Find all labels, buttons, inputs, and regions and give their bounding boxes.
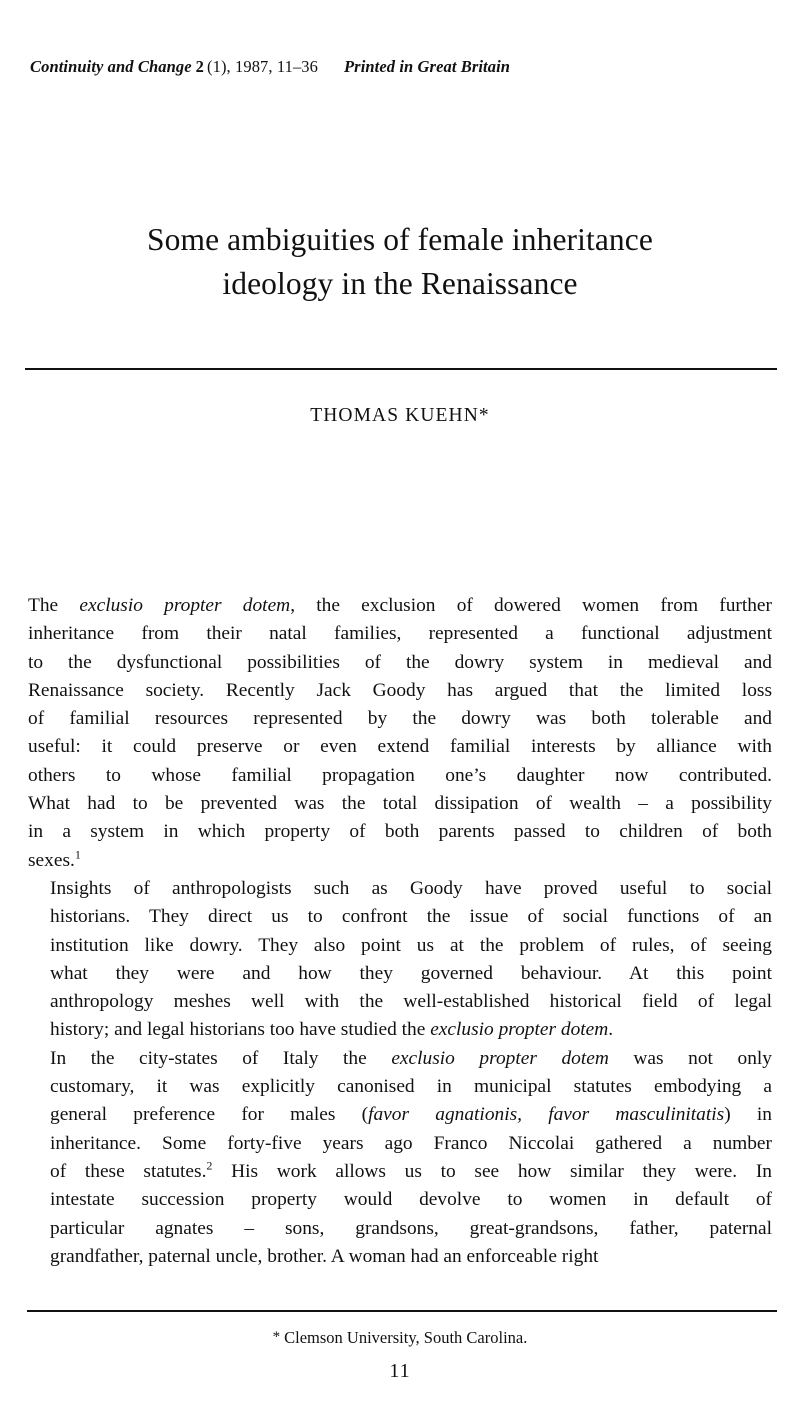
para-3 (28, 1045, 772, 1271)
para-1 (28, 592, 772, 875)
text-line: general preference for males (favor agnationis, favor masculinitatis) in (50, 1104, 772, 1126)
text-line: useful: it could preserve or even extend familial interests by alliance with (28, 736, 772, 758)
text-line: of these statutes.$^2$ His work allows us to see how similar they were. In (50, 1158, 772, 1182)
title-line-2: ideology in the Renaissance (222, 266, 578, 301)
text-line: in a system in which property of both parents passed to children of both (28, 821, 772, 843)
text-line: The exclusio propter dotem, the exclusion of dowered women from further (28, 595, 772, 616)
text-line: Insights of anthropologists such as Goody have proved useful to social (50, 877, 772, 899)
footnote (30, 1326, 770, 1349)
issue-and-page-range: (1), 1987, 11–36 (207, 57, 318, 76)
article-body (28, 592, 772, 1271)
footnote-divider-rule (27, 1310, 777, 1312)
text-line: sexes.$^1$ (28, 847, 81, 871)
printed-in-note: Printed in Great Britain (344, 57, 511, 76)
author-name: THOMAS KUEHN* (310, 405, 490, 426)
text-line: inheritance. Some forty-five years ago Franco Niccolai gathered a number (50, 1132, 772, 1154)
text-line: particular agnates – sons, grandsons, great-grandsons, father, paternal (50, 1217, 772, 1239)
text-line: what they were and how they governed behaviour. At this point (50, 962, 772, 984)
text-line: to the dysfunctional possibilities of the dowry system in medieval and (28, 651, 772, 673)
running-head (30, 56, 770, 78)
text-line: In the city-states of Italy the exclusio propter dotem was not only (50, 1047, 772, 1069)
text-line: of familial resources represented by the dowry was both tolerable and (28, 708, 772, 730)
text-line: historians. They direct us to confront the issue of social functions of an (50, 906, 772, 928)
text-line: intestate succession property would devolve to women in default of (50, 1189, 772, 1211)
text-line: customary, it was explicitly canonised in municipal statutes embodying a (50, 1076, 772, 1098)
text-line: institution like dowry. They also point us at the problem of rules, of seeing (50, 934, 772, 956)
page-number: 11 (389, 1360, 411, 1382)
text-line: history; and legal historians too have studied the exclusio propter dotem. (50, 1019, 614, 1041)
footnote-marker: * (272, 1329, 281, 1345)
text-line: anthropology meshes well with the well-established historical field of legal (50, 991, 772, 1013)
journal-title: Continuity and Change (30, 57, 192, 76)
title-line-1: Some ambiguities of female inheritance (147, 222, 653, 257)
footnote-text: Clemson University, South Carolina. (284, 1328, 528, 1347)
text-line: inheritance from their natal families, represented a functional adjustment (28, 623, 772, 645)
text-line: others to whose familial propagation one’s daughter now contributed. (28, 764, 772, 786)
para-2 (28, 875, 772, 1045)
text-line: grandfather, paternal uncle, brother. A woman had an enforceable right (50, 1245, 599, 1267)
text-line: Renaissance society. Recently Jack Goody has argued that the limited loss (28, 679, 772, 701)
text-line: What had to be prevented was the total dissipation of wealth – a possibility (28, 793, 772, 815)
volume-number: 2 (195, 57, 205, 76)
title-divider-rule (25, 368, 777, 370)
page-title (30, 218, 770, 306)
